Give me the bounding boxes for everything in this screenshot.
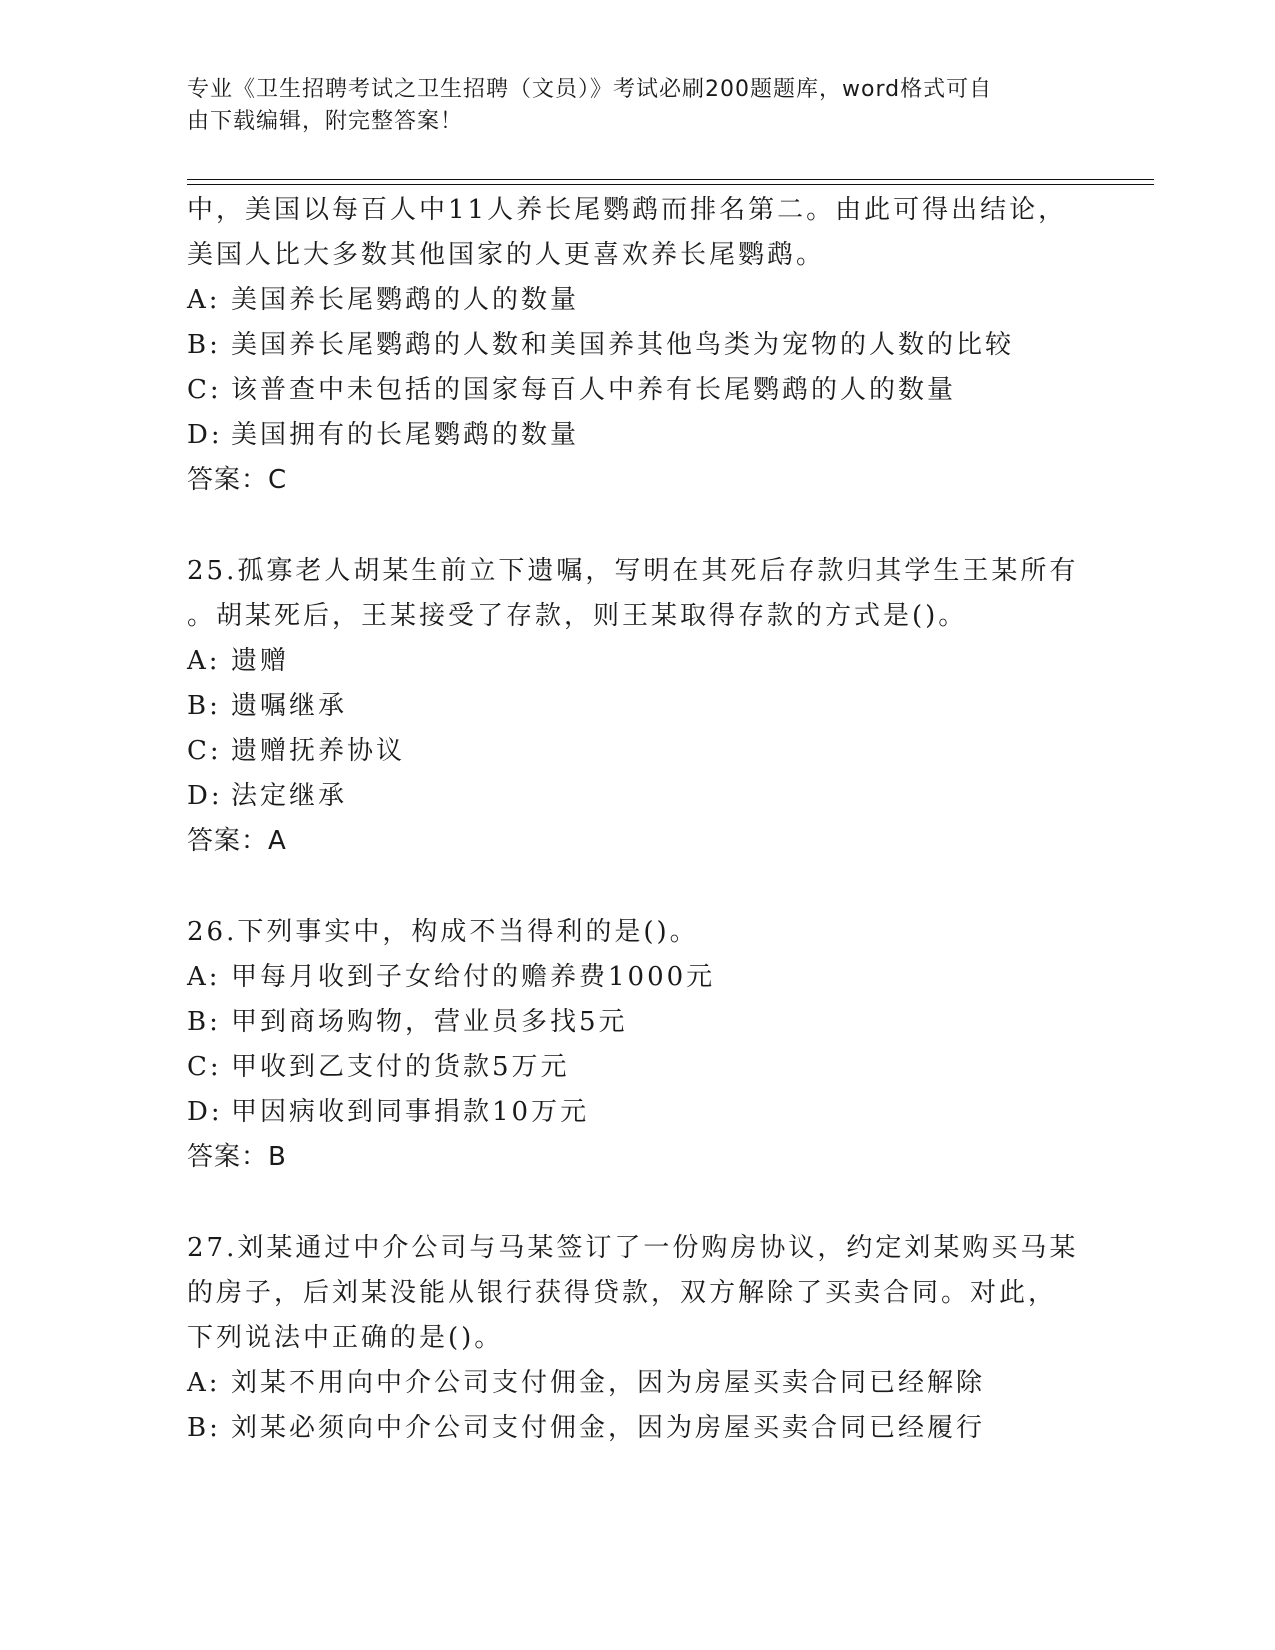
option-key: A: xyxy=(187,1368,221,1398)
option-a xyxy=(187,1361,1147,1406)
question-stem-line: 26.下列事实中，构成不当得利的是()。 xyxy=(187,917,699,947)
option-text: 遗嘱继承 xyxy=(231,691,348,721)
option-key: B: xyxy=(187,330,221,360)
option-text: 甲每月收到子女给付的赡养费1000元 xyxy=(231,962,716,992)
answer-line: 答案：C xyxy=(187,465,288,495)
option-key: D: xyxy=(187,781,223,811)
option-key: C: xyxy=(187,375,222,405)
option-a xyxy=(187,639,1147,684)
option-key: D: xyxy=(187,420,223,450)
option-text: 美国拥有的长尾鹦鹉的数量 xyxy=(231,420,580,450)
option-b xyxy=(187,1000,1147,1045)
question-spacer xyxy=(187,1180,1147,1226)
option-d xyxy=(187,774,1147,819)
answer-line: 答案：A xyxy=(187,826,287,856)
header-title-line-1: 专业《卫生招聘考试之卫生招聘（文员）》考试必刷200题题库，word格式可自 xyxy=(187,77,993,102)
option-text: 美国养长尾鹦鹉的人数和美国养其他鸟类为宠物的人数的比较 xyxy=(231,330,1015,360)
option-text: 甲收到乙支付的货款5万元 xyxy=(231,1052,570,1082)
option-a xyxy=(187,955,1147,1000)
question-25 xyxy=(187,549,1147,864)
option-b xyxy=(187,1406,1147,1451)
option-b xyxy=(187,684,1147,729)
option-text: 刘某必须向中介公司支付佣金，因为房屋买卖合同已经履行 xyxy=(231,1413,986,1443)
question-spacer xyxy=(187,503,1147,549)
option-text: 甲因病收到同事捐款10万元 xyxy=(231,1097,590,1127)
option-text: 刘某不用向中介公司支付佣金，因为房屋买卖合同已经解除 xyxy=(231,1368,986,1398)
option-c xyxy=(187,1045,1147,1090)
question-stem-line: 下列说法中正确的是()。 xyxy=(187,1323,504,1353)
header-divider-top xyxy=(187,179,1154,180)
question-list xyxy=(187,188,1147,1451)
question-27 xyxy=(187,1226,1147,1451)
option-text: 美国养长尾鹦鹉的人的数量 xyxy=(231,285,580,315)
option-key: B: xyxy=(187,1413,221,1443)
header-divider-bottom xyxy=(187,184,1154,185)
question-24 xyxy=(187,188,1147,503)
question-stem-line: 的房子，后刘某没能从银行获得贷款，双方解除了买卖合同。对此， xyxy=(187,1278,1058,1308)
answer-line: 答案：B xyxy=(187,1142,287,1172)
option-key: D: xyxy=(187,1097,223,1127)
option-d xyxy=(187,413,1147,458)
question-stem-line: 。胡某死后，王某接受了存款，则王某取得存款的方式是()。 xyxy=(187,601,968,631)
document-header xyxy=(187,74,1087,138)
option-key: B: xyxy=(187,1007,221,1037)
option-key: C: xyxy=(187,1052,222,1082)
option-d xyxy=(187,1090,1147,1135)
header-title-line-2: 由下载编辑，附完整答案！ xyxy=(187,109,464,134)
question-stem-line: 25.孤寡老人胡某生前立下遗嘱，写明在其死后存款归其学生王某所有 xyxy=(187,556,1079,586)
question-26 xyxy=(187,910,1147,1180)
option-text: 遗赠 xyxy=(231,646,290,676)
option-text: 甲到商场购物，营业员多找5元 xyxy=(231,1007,628,1037)
question-stem-line: 27.刘某通过中介公司与马某签订了一份购房协议，约定刘某购买马某 xyxy=(187,1233,1079,1263)
option-a xyxy=(187,278,1147,323)
question-stem-line: 美国人比大多数其他国家的人更喜欢养长尾鹦鹉。 xyxy=(187,240,826,270)
option-text: 法定继承 xyxy=(231,781,348,811)
question-stem-line: 中，美国以每百人中11人养长尾鹦鹉而排名第二。由此可得出结论， xyxy=(187,195,1068,225)
option-key: A: xyxy=(187,962,221,992)
option-text: 该普查中未包括的国家每百人中养有长尾鹦鹉的人的数量 xyxy=(231,375,957,405)
option-key: A: xyxy=(187,646,221,676)
question-spacer xyxy=(187,864,1147,910)
option-c xyxy=(187,368,1147,413)
option-c xyxy=(187,729,1147,774)
option-b xyxy=(187,323,1147,368)
option-key: A: xyxy=(187,285,221,315)
option-key: C: xyxy=(187,736,222,766)
option-key: B: xyxy=(187,691,221,721)
option-text: 遗赠抚养协议 xyxy=(231,736,406,766)
